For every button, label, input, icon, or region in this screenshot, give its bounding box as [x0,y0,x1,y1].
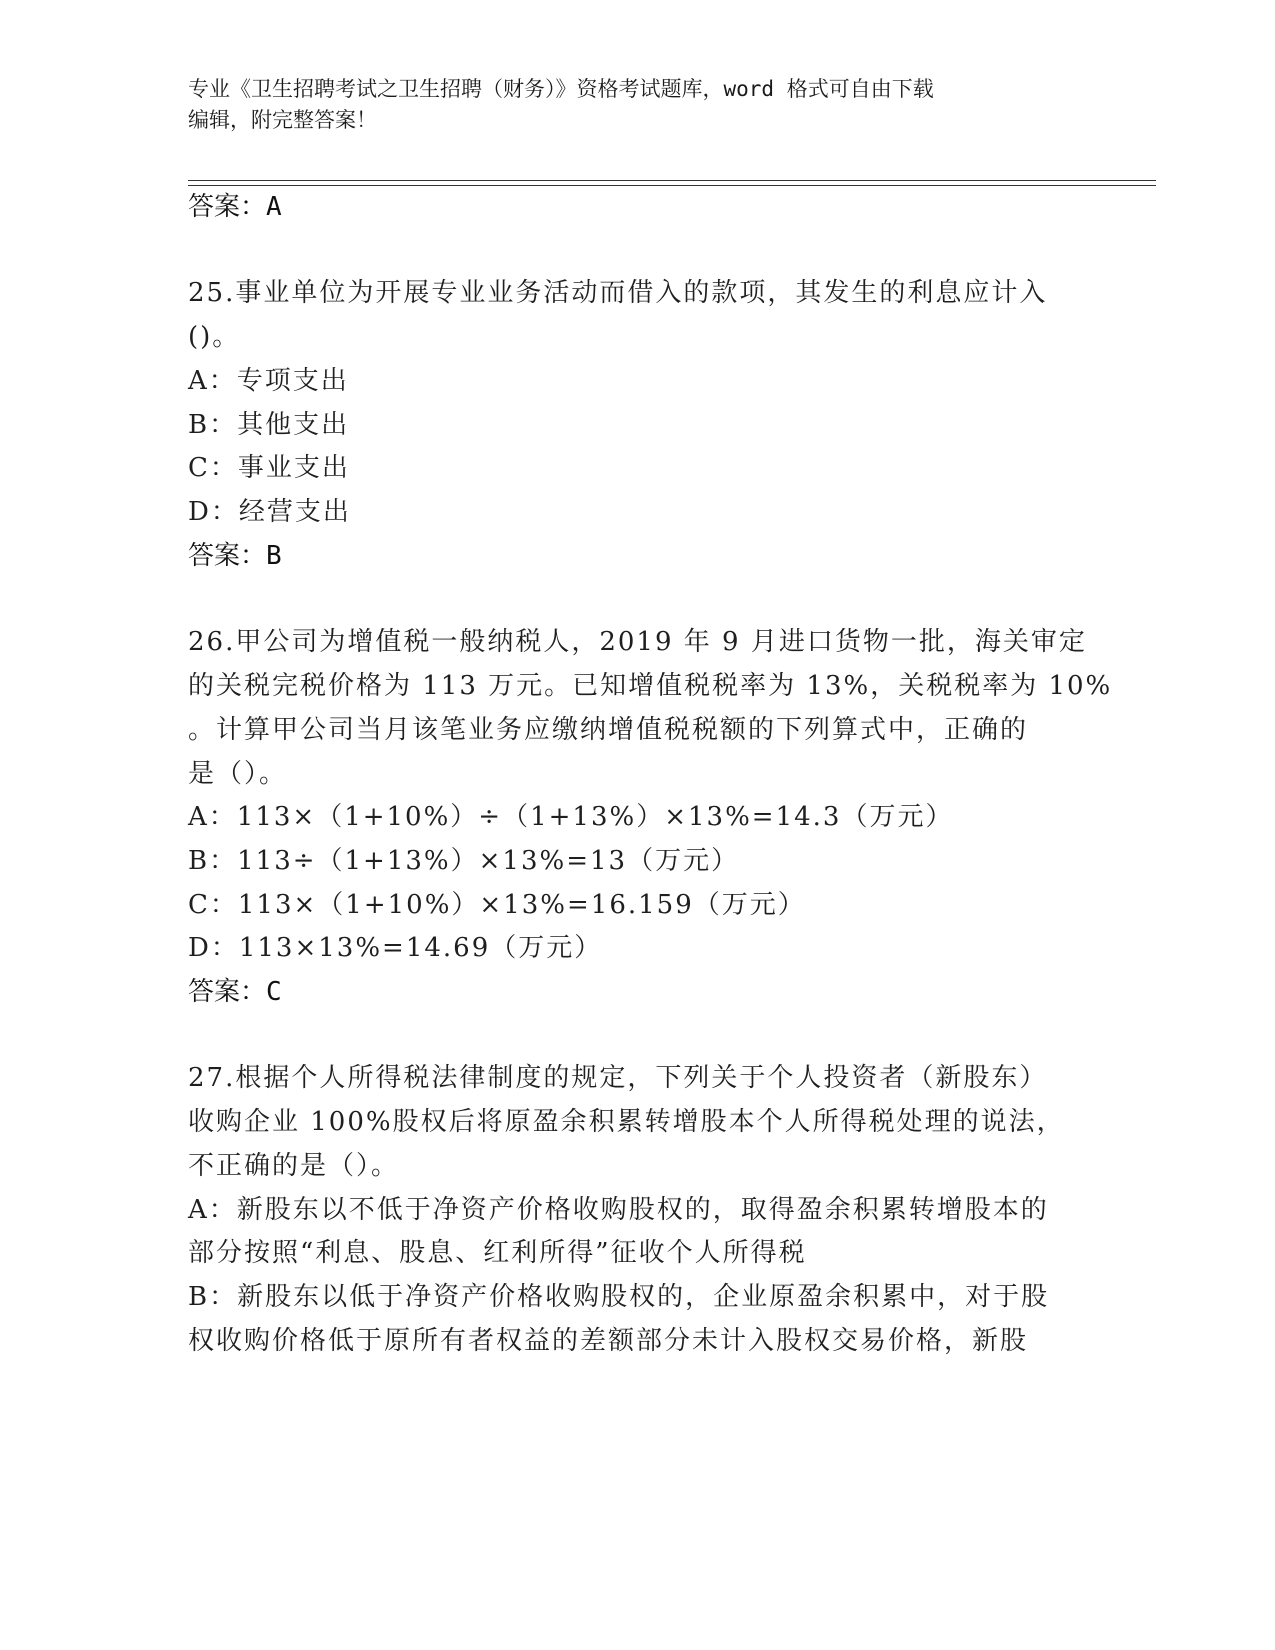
q26-stem-line-2: 的关税完税价格为 113 万元。已知增值税税率为 13%，关税税率为 10% [188,671,1113,701]
q26-option-d: D：113×13%=14.69（万元） [188,933,603,963]
header-divider-top [188,180,1156,181]
q25-stem-line-1: 25.事业单位为开展专业业务活动而借入的款项，其发生的利息应计入 [188,278,1048,308]
q26-option-a: A：113×（1+10%）÷（1+13%）×13%=14.3（万元） [188,802,954,832]
q27-option-a-line-1: A：新股东以不低于净资产价格收购股权的，取得盈余积累转增股本的 [188,1195,1049,1225]
q25-option-c: C：事业支出 [188,453,350,483]
header-divider-bottom [188,185,1156,186]
q25-option-b: B：其他支出 [188,410,350,440]
header-line-1: 专业《卫生招聘考试之卫生招聘（财务）》资格考试题库，word 格式可自由下载 [188,77,934,101]
q26-stem-line-4: 是（）。 [188,759,288,789]
q27-stem-line-1: 27.根据个人所得税法律制度的规定，下列关于个人投资者（新股东） [188,1063,1048,1093]
q27-option-b-line-1: B：新股东以低于净资产价格收购股权的，企业原盈余积累中，对于股 [188,1282,1050,1312]
header-line-2: 编辑，附完整答案！ [188,108,377,132]
q27-stem-line-3: 不正确的是（）。 [188,1151,400,1181]
q25-option-d: D：经营支出 [188,497,351,527]
q26-stem-line-3: 。计算甲公司当月该笔业务应缴纳增值税税额的下列算式中，正确的 [188,715,1029,745]
q27-option-a-line-2: 部分按照“利息、股息、红利所得”征收个人所得税 [188,1238,807,1268]
previous-answer: 答案：A [188,192,282,222]
q25-option-a: A：专项支出 [188,366,349,396]
q26-answer: 答案：C [188,977,282,1007]
page-header [188,74,1088,136]
q25-stem-line-2: ()。 [188,322,241,352]
q26-option-b: B：113÷（1+13%）×13%=13（万元） [188,846,740,876]
q27-stem-line-2: 收购企业 100%股权后将原盈余积累转增股本个人所得税处理的说法， [188,1107,1065,1137]
q26-option-c: C：113×（1+10%）×13%=16.159（万元） [188,890,806,920]
q26-stem-line-1: 26.甲公司为增值税一般纳税人，2019 年 9 月进口货物一批，海关审定 [188,627,1087,657]
q27-option-b-line-2: 权收购价格低于原所有者权益的差额部分未计入股权交易价格，新股 [188,1326,1029,1356]
q25-answer: 答案：B [188,541,282,571]
